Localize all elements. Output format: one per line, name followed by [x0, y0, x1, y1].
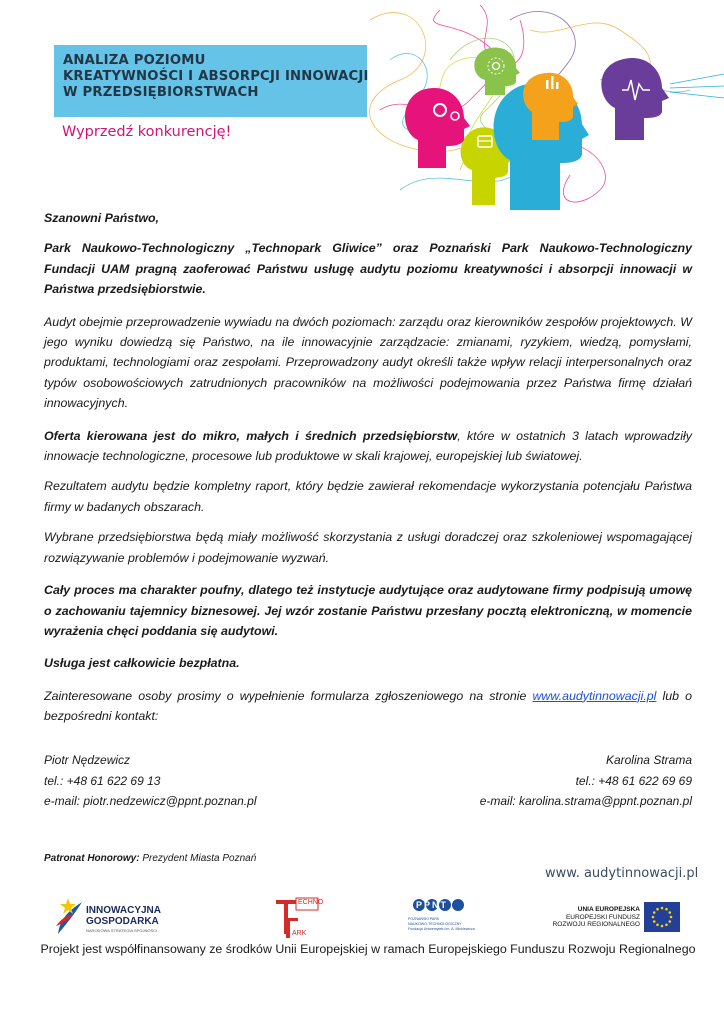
ig-line-1: INNOWACYJNA [86, 905, 162, 916]
eu-logo [552, 900, 680, 938]
star-icon [54, 896, 84, 936]
contact-email[interactable]: e-mail: karolina.strama@ppnt.poznan.pl [479, 794, 692, 808]
paragraph-confidential: Cały proces ma charakter poufny, dlatego też instytucje audytujące oraz audytowane firmy podpisują umowę o zachowaniu tajemnicy biznesowej. Jej wzór zostanie Państwu przesłany pocztą elektroniczną, w momencie wyrażenia chęci poddania się audytowi. [44, 583, 692, 638]
paragraph-free: Usługa jest całkowicie bezpłatna. [44, 656, 240, 671]
ppnt-sub-2: NAUKOWO-TECHNOLOGICZNY [408, 922, 462, 926]
ue-line-2: EUROPEJSKI FUNDUSZ [565, 914, 640, 921]
patronat-label: Patronat Honorowy: [44, 853, 140, 864]
contact-before: Zainteresowane osoby prosimy o wypełnienie formularza zgłoszeniowego na stronie [44, 688, 533, 703]
innowacyjna-gospodarka-logo [54, 896, 194, 938]
paragraph-advisory: Wybrane przedsiębiorstwa będą miały możliwość skorzystania z usługi doradczej oraz szkoleniowej wspomagającej rozwiązywanie problemów i podejmowanie wyzwań. [44, 530, 692, 565]
eu-flag-icon [644, 902, 680, 932]
contact-right [480, 750, 692, 812]
title-line-3: W PRZEDSIĘBIORSTWACH [63, 85, 259, 100]
cofinancing-note: Projekt jest współfinansowany ze środków Unii Europejskiej w ramach Europejskiego Funduszu Rozwoju Regionalnego [40, 942, 696, 956]
ue-line-1: UNIA EUROPEJSKA [577, 906, 640, 913]
technopark-top-text: ECHNO [298, 899, 324, 906]
eu-stars-icon [644, 902, 680, 932]
patronat-value: Prezydent Miasta Poznań [139, 853, 257, 864]
ue-line-3: ROZWOJU REGIONALNEGO [552, 921, 640, 928]
ppnt-letters: PPNT [416, 900, 449, 910]
contact-phone: tel.: +48 61 622 69 13 [44, 773, 161, 788]
title-band [54, 45, 367, 117]
title-line-1: ANALIZA POZIOMU [63, 53, 206, 68]
ppnt-sub-1: POZNAŃSKI PARK [408, 917, 440, 921]
contact-phone: tel.: +48 61 622 69 69 [575, 773, 692, 788]
title-line-2: KREATYWNOŚCI I ABSORPCJI INNOWACJI [63, 69, 369, 84]
contact-name: Karolina Strama [605, 753, 692, 767]
contacts [44, 750, 692, 812]
paragraph-result: Rezultatem audytu będzie kompletny raport, który będzie zawierał rekomendacje wykorzystania potencjału Państwa firmy w badanych obszarach. [44, 479, 692, 514]
target-rest: , które w ostatnich 3 latach wprowadziły innowacje technologiczne, procesowe lub produktowe w skali krajowej, europejskiej lub światowej. [44, 428, 692, 464]
paragraph-intro: Park Naukowo-Technologiczny „Technopark Gliwice” oraz Poznański Park Naukowo-Technologiczny Fundacji UAM pragną zaoferować Państwu usługę audytu poziomu kreatywności i absorpcji innowacji w Państwa przedsiębiorstwie. [44, 241, 692, 297]
paragraph-audit-scope: Audyt obejmie przeprowadzenie wywiadu na dwóch poziomach: zarządu oraz kierowników zespołów projektowych. W jego wyniku dowiedzą się Państwo, na ile innowacyjnie zarządzacie: zmianami, ryzykiem, wiedzą, pomysłami, produktami, technologiami oraz zespołami. Przeprowadzony audyt określi także wpływ relacji interpersonalnych oraz typów osobowościowych zatrudnionych pracowników na możliwości podejmowania przez Państwa firmę działań innowacyjnych. [44, 314, 692, 411]
ig-line-2: GOSPODARKA [86, 916, 159, 927]
website-link[interactable]: www.audytinnowacji.pl [532, 688, 657, 703]
technopark-bottom-text: ARK [292, 930, 307, 937]
tagline: Wyprzedź konkurencję! [62, 124, 232, 140]
letter-body [44, 208, 692, 739]
site-url[interactable]: www. audytinnowacji.pl [545, 866, 699, 881]
ig-line-3: NARODOWA STRATEGIA SPÓJNOŚCI [86, 928, 158, 933]
patronat [44, 853, 256, 864]
salutation: Szanowni Państwo, [44, 211, 159, 225]
paragraph-contact [44, 686, 692, 727]
ppnt-sub-3: Fundacja Uniwersytetu im. A. Mickiewicza [408, 927, 475, 931]
heads-illustration [360, 0, 724, 210]
ppnt-logo [408, 900, 475, 938]
contact-after: lub o bezpośredni kontakt: [44, 688, 692, 724]
technopark-logo [272, 894, 322, 942]
contact-email[interactable]: e-mail: piotr.nedzewicz@ppnt.poznan.pl [44, 794, 257, 808]
paragraph-target [44, 426, 692, 467]
contact-name: Piotr Nędzewicz [44, 753, 131, 767]
contact-left [44, 750, 257, 812]
target-bold: Oferta kierowana jest do mikro, małych i średnich przedsiębiorstw [44, 428, 458, 443]
